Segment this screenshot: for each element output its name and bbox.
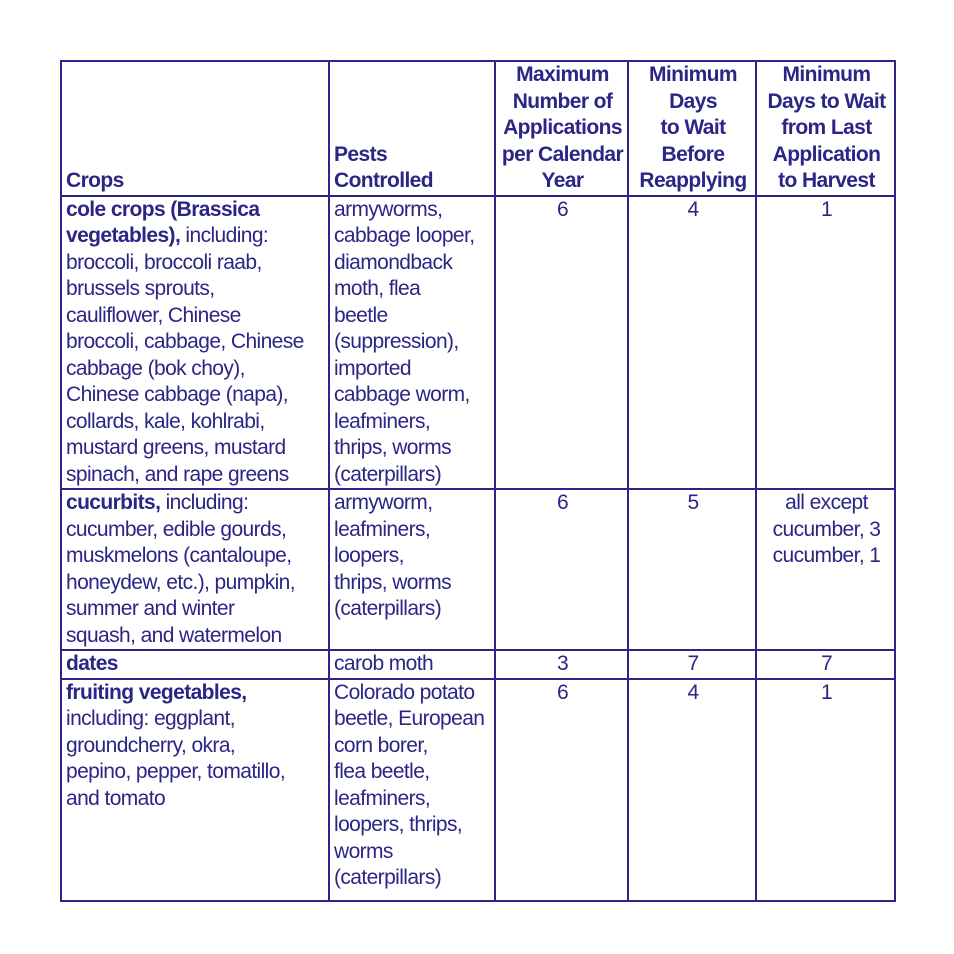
header-crops: Crops bbox=[61, 61, 329, 196]
header-min-days-harvest: Minimum Days to Wait from Last Application to Harvest bbox=[756, 61, 895, 196]
max-applications-cell: 6 bbox=[495, 679, 628, 901]
crop-name: fruiting vegetables, bbox=[66, 680, 247, 704]
pests-cell: carob moth bbox=[329, 650, 495, 679]
crop-name: dates bbox=[66, 652, 118, 675]
header-max-applications: Maximum Number of Applications per Calendar Year bbox=[495, 61, 628, 196]
pests-cell: armyworm, leafminers, loopers, thrips, worms (caterpillars) bbox=[329, 489, 495, 650]
pests-cell: armyworms, cabbage looper, diamondback moth, flea beetle (suppression), imported cabbage worm, leafminers, thrips, worms (caterpillars) bbox=[329, 196, 495, 490]
crop-cell bbox=[61, 650, 329, 679]
header-pests-controlled: Pests Controlled bbox=[329, 61, 495, 196]
crop-cell bbox=[61, 196, 329, 490]
crop-details: including: eggplant, groundcherry, okra, pepino, pepper, tomatillo, and tomato bbox=[66, 707, 286, 810]
min-days-reapply-cell: 4 bbox=[628, 679, 756, 901]
crop-details: including: cucumber, edible gourds, muskmelons (cantaloupe, honeydew, etc.), pumpkin, summer and winter squash, and watermelon bbox=[66, 491, 295, 647]
crop-name: cole crops (Brassica vegetables), bbox=[66, 197, 260, 247]
table-row bbox=[61, 489, 895, 650]
crop-name: cucurbits, bbox=[66, 491, 161, 514]
max-applications-cell: 6 bbox=[495, 489, 628, 650]
table-row bbox=[61, 196, 895, 490]
min-days-harvest-cell: all except cucumber, 3 cucumber, 1 bbox=[756, 489, 895, 650]
crop-details: including: broccoli, broccoli raab, brussels sprouts, cauliflower, Chinese broccoli, cabbage, Chinese cabbage (bok choy), Chinese cabbage (napa), collards, kale, kohlrabi, mustard greens, mustard spinach, and rape greens bbox=[66, 224, 304, 486]
max-applications-cell: 6 bbox=[495, 196, 628, 490]
table-header-row bbox=[61, 61, 895, 196]
pests-cell: Colorado potato beetle, European corn borer, flea beetle, leafminers, loopers, thrips, worms (caterpillars) bbox=[329, 679, 495, 901]
min-days-harvest-cell: 1 bbox=[756, 679, 895, 901]
crop-application-table bbox=[60, 60, 896, 902]
min-days-harvest-cell: 7 bbox=[756, 650, 895, 679]
max-applications-cell: 3 bbox=[495, 650, 628, 679]
crop-cell bbox=[61, 679, 329, 901]
header-min-days-reapply: Minimum Days to Wait Before Reapplying bbox=[628, 61, 756, 196]
crop-cell bbox=[61, 489, 329, 650]
min-days-reapply-cell: 5 bbox=[628, 489, 756, 650]
min-days-reapply-cell: 7 bbox=[628, 650, 756, 679]
table-row bbox=[61, 650, 895, 679]
min-days-reapply-cell: 4 bbox=[628, 196, 756, 490]
min-days-harvest-cell: 1 bbox=[756, 196, 895, 490]
table-row bbox=[61, 679, 895, 901]
